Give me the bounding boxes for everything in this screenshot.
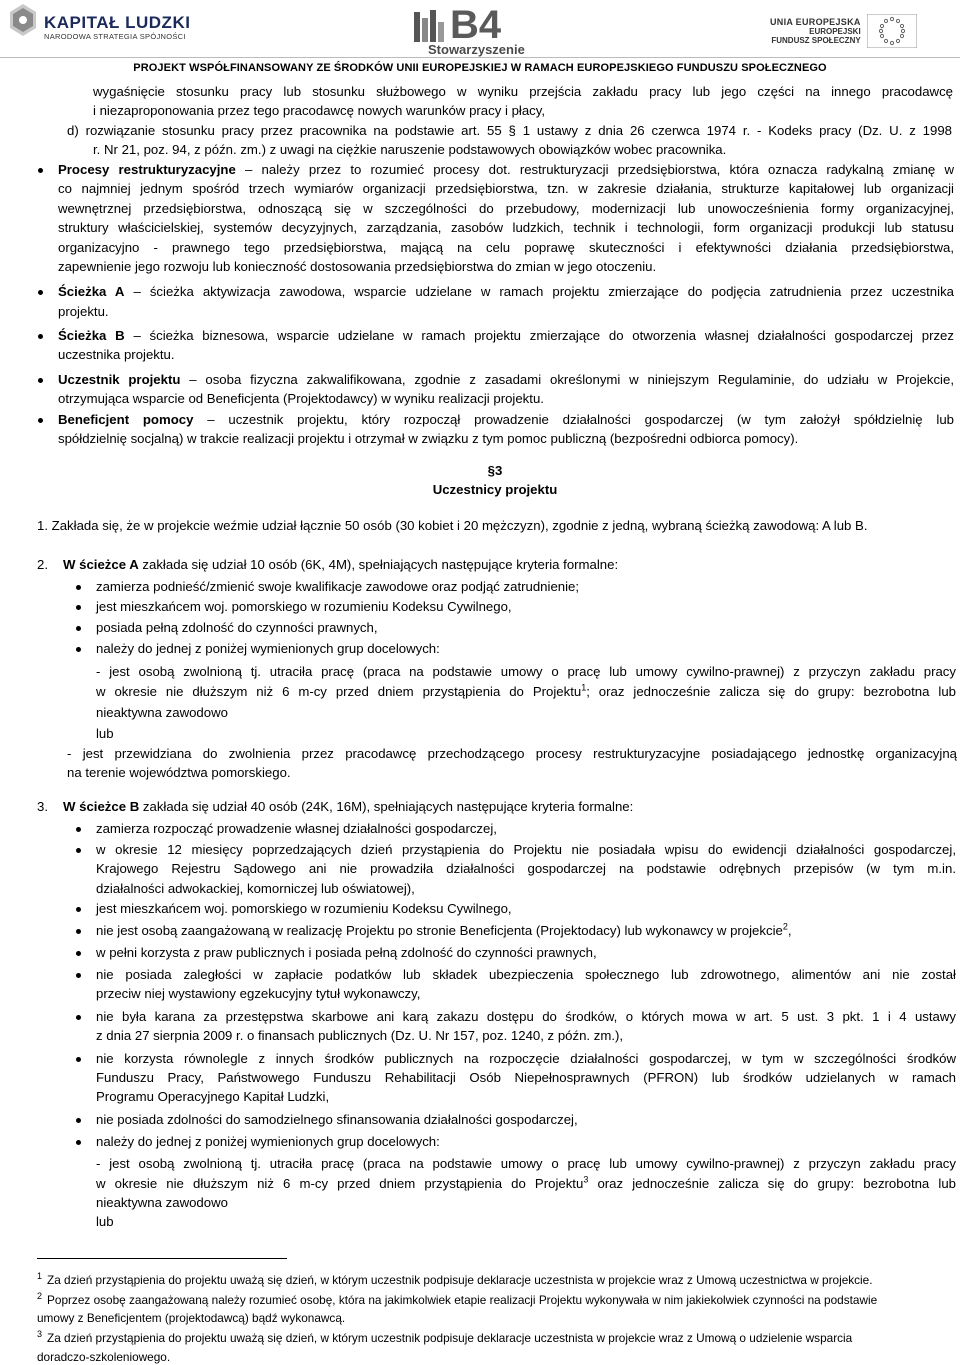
bullet-dot	[76, 605, 81, 610]
line-text: 1. Zakłada się, że w projekcie weźmie udział łącznie 50 osób (30 kobiet i 20 mężczyzn), zgodnie z jedną, wybraną ścieżką zawodową: A lub B.	[37, 518, 868, 533]
text-line	[96, 1133, 440, 1151]
line-text: jest mieszkańcem woj. pomorskiego w rozumieniu Kodeksu Cywilnego,	[96, 901, 512, 916]
footnote-line	[37, 1349, 170, 1365]
text-line	[37, 517, 868, 535]
line-text: spółdzielnię socjalną) w trakcie realizacji projektu i otrzymał w związku z tym pomoc publiczną (bezpośredni odbiorca pomocy).	[58, 431, 799, 446]
line-text: §3	[487, 463, 503, 478]
line-text: nie była karana za przestępstwa skarbowe ani karą zakazu dostępu do środków, o których mowa w art. 5 ust. 3 pkt. 1 i 4 ustawy	[96, 1009, 956, 1024]
text-line	[96, 619, 378, 637]
text-line	[96, 1027, 623, 1045]
text-line	[58, 303, 109, 321]
eu-logo	[770, 14, 917, 48]
text-line	[58, 161, 954, 179]
line-text: w okresie 12 miesięcy poprzedzających dzień przystąpienia do Projektu nie posiadała wpisu do ewidencji działalności gospodarczej,	[96, 842, 956, 857]
text-line	[58, 219, 954, 237]
text-line	[96, 820, 497, 838]
footnote-ref: 2	[782, 921, 788, 932]
footnote-number: 1	[37, 1271, 43, 1282]
line-text: – ścieżka aktywizacja zawodowa, wsparcie udzielane w ramach projektu zmierzające do podjęcia zatrudnienia przez uczestnika	[124, 284, 954, 299]
footnote-text: Poprzez osobę zaangażowaną należy rozumieć osobę, która na jakimkolwiek etapie realizacji Projektu wykonywała w nim jakiekolwiek czynności na podstawie	[47, 1293, 878, 1307]
line-text: zamierza rozpocząć prowadzenie własnej działalności gospodarczej,	[96, 821, 497, 836]
footnote-number: 2	[37, 1291, 43, 1302]
bullet-dot	[76, 907, 81, 912]
footnote-text: Za dzień przystąpienia do projektu uważą się dzień, w którym uczestnik podpisuje deklaracje uczestnista w projekcie wraz z Umową o udzielenie wsparcia	[47, 1331, 853, 1345]
text-line	[96, 1111, 578, 1129]
footnote-line	[37, 1310, 345, 1326]
bullet-dot	[76, 626, 81, 631]
text-line	[58, 239, 954, 257]
eu-flag-icon	[867, 14, 917, 48]
bullet-dot	[38, 334, 43, 339]
line-text: projektu.	[58, 304, 109, 319]
line-text: należy do jednej z poniżej wymienionych grup docelowych:	[96, 641, 440, 656]
text-line	[295, 481, 695, 499]
line-text: działalności adwokackiej, komorniczej lub oświatowej),	[96, 881, 415, 896]
term: Uczestnik projektu	[58, 372, 181, 387]
term: Procesy restrukturyzacyjne	[58, 162, 236, 177]
line-text: d) rozwiązanie stosunku pracy przez pracownika na podstawie art. 55 § 1 ustawy z dnia 26 czerwca 1974 r. - Kodeks pracy (Dz. U. z 1998	[67, 123, 952, 138]
line-text: posiada pełną zdolność do czynności prawnych,	[96, 620, 378, 635]
line-text: nie jest osobą zaangażowaną w realizację Projektu po stronie Beneficjenta (Projektodacy) lub wykonawcy w projekcie	[96, 923, 783, 938]
text-line	[93, 141, 726, 159]
line-text: nie korzysta równolegle z innych środków publicznych na rozpoczęcie działalności gospodarczej, w tym w szczególności środków	[96, 1051, 956, 1066]
term: Ścieżka A	[58, 284, 125, 299]
text-line	[58, 200, 954, 218]
line-text: nieaktywna zawodowo	[96, 705, 228, 720]
line-text: struktury właścicielskiej, systemów decyzyjnych, zarządzania, zasobów ludzkich, technik i technologii, form organizacji produkcji lub statusu	[58, 220, 954, 235]
text-line	[96, 598, 512, 616]
line-text: Krajowego Rejestru Sądowego ani nie prowadziła działalności gospodarczej na podstawie odrębnych przepisów (w tym m.in.	[96, 861, 956, 876]
text-line	[96, 725, 114, 743]
footnote-ref: 1	[581, 683, 587, 693]
line-text: i niezaproponowania przez tego pracodawcę nowych warunków pracy i płacy,	[93, 103, 546, 118]
text-line	[96, 1069, 956, 1087]
text-line	[295, 462, 695, 480]
project-cofinancing-line: PROJEKT WSPÓŁFINANSOWANY ZE ŚRODKÓW UNII EUROPEJSKIEJ W RAMACH EUROPEJSKIEGO FUNDUSZU SPOŁECZNEGO	[0, 57, 960, 74]
line-text: - jest przewidziana do zwolnienia przez pracodawcę przechodzącego procesy restrukturyzacyjne posiadającego jednostkę organizacyjną	[67, 746, 957, 761]
eu-line2: EUROPEJSKI	[809, 27, 861, 36]
kl-subtitle: NARODOWA STRATEGIA SPÓJNOŚCI	[44, 31, 186, 41]
text-line	[96, 922, 792, 940]
text-line	[58, 346, 175, 364]
line-text: jest mieszkańcem woj. pomorskiego w rozumieniu Kodeksu Cywilnego,	[96, 599, 512, 614]
text-line	[96, 860, 956, 878]
bullet-dot	[76, 1057, 81, 1062]
line-text: należy do jednej z poniżej wymienionych grup docelowych:	[96, 1134, 440, 1149]
text-line	[96, 1213, 114, 1231]
bullet-dot	[38, 168, 43, 173]
bullet-dot	[76, 647, 81, 652]
text-line	[58, 430, 798, 448]
text-line	[96, 704, 228, 722]
kapital-ludzki-logo	[8, 2, 190, 52]
b4-subtitle: Stowarzyszenie	[428, 42, 525, 57]
text-line	[67, 122, 952, 140]
b4-mark: B4	[450, 3, 502, 47]
footnote-line	[37, 1292, 877, 1308]
line-text: organizacyjno - prawnego tego przedsiębiorstwa, mającą na celu poprawę skuteczności i efektywności działania przedsiębiorstwa,	[58, 240, 954, 255]
line-text: lub	[96, 1214, 114, 1229]
footnote-ref: 3	[583, 1175, 589, 1185]
text-line	[96, 1050, 956, 1068]
footnote-separator	[37, 1258, 287, 1259]
bullet-dot	[76, 585, 81, 590]
line-text: otrzymująca wsparcie od Beneficjenta (Projektodawcy) w wyniku realizacji projektu.	[58, 391, 544, 406]
line-text: w okresie nie dłuższym niż 6 m-cy przed dniem przystąpienia do Projektu	[96, 684, 582, 699]
b4-logo	[412, 3, 525, 57]
b4-emblem-icon	[412, 8, 450, 44]
term: W ścieżce B	[63, 799, 140, 814]
eu-line3: FUNDUSZ SPOŁECZNY	[771, 36, 861, 45]
text-line	[96, 841, 956, 859]
footnote-number: 3	[37, 1329, 43, 1340]
text-line	[37, 556, 618, 574]
line-text: – ścieżka biznesowa, wsparcie udzielane w ramach projektu zmierzające do otworzenia własnej działalności gospodarczej przez	[124, 328, 954, 343]
line-text: r. Nr 21, poz. 94, z późn. zm.) z uwagi na ciężkie naruszenie podstawowych obowiązków wobec pracownika.	[93, 142, 727, 157]
line-text: zapewnienie jego rozwoju lub konieczność dostosowania przedsiębiorstwa do zmian w jego otoczeniu.	[58, 259, 657, 274]
list-number: 2.	[37, 557, 48, 572]
term: Beneficjent pomocy	[58, 412, 194, 427]
line-text: – uczestnik projektu, który rozpoczął prowadzenie działalności gospodarczej (w tym założył spółdzielnię lub	[193, 412, 954, 427]
footnote-text: doradczo-szkoleniowego.	[37, 1350, 171, 1364]
footnote-line	[37, 1330, 852, 1346]
line-text: ; oraz jednocześnie zalicza się do grupy: bezrobotna lub	[586, 684, 956, 699]
text-line	[96, 900, 512, 918]
line-text: uczestnika projektu.	[58, 347, 175, 362]
bullet-dot	[76, 848, 81, 853]
text-line	[67, 764, 291, 782]
text-line	[96, 1194, 228, 1212]
bullet-dot	[38, 290, 43, 295]
text-line	[96, 663, 956, 681]
bullet-dot	[38, 418, 43, 423]
bullet-dot	[76, 1140, 81, 1145]
text-line	[58, 258, 656, 276]
eu-line1: UNIA EUROPEJSKA	[770, 17, 861, 27]
bullet-dot	[76, 973, 81, 978]
kl-title: KAPITAŁ LUDZKI	[44, 12, 191, 32]
text-line	[93, 83, 953, 101]
text-line	[58, 390, 544, 408]
line-text: wewnętrznej przedsiębiorstwa, odnoszącą się w szczególności do przebudowy, modernizacji lub unowocześnienia formy organizacyjnej,	[58, 201, 954, 216]
line-text: zamierza podnieść/zmienić swoje kwalifikacje zawodowe oraz podjąć zatrudnienie;	[96, 579, 580, 594]
line-text: zakłada się udział 40 osób (24K, 16M), spełniających następujące kryteria formalne:	[139, 799, 634, 814]
text-line	[93, 102, 545, 120]
line-text: na terenie województwa pomorskiego.	[67, 765, 291, 780]
text-line	[96, 578, 579, 596]
page-header	[0, 0, 960, 78]
bullet-dot	[76, 951, 81, 956]
bullet-dot	[76, 1015, 81, 1020]
footnote-line	[37, 1272, 873, 1288]
bullet-dot	[76, 1118, 81, 1123]
line-text: w pełni korzysta z praw publicznych i posiada pełną zdolność do czynności prawnych,	[96, 945, 597, 960]
line-text: co najmniej jednym spośród trzech wymiarów organizacji przedsiębiorstwa, tzn. w zakresie działania, strukturze kapitałowej lub organizacji	[58, 181, 954, 196]
text-line	[96, 944, 597, 962]
bullet-dot	[76, 827, 81, 832]
line-text: – osoba fizyczna zakwalifikowana, zgodnie z zasadami określonymi w niniejszym Regulaminie, do udziału w Projekcie,	[180, 372, 954, 387]
bullet-dot	[38, 378, 43, 383]
text-line	[96, 1155, 956, 1173]
term: W ścieżce A	[63, 557, 139, 572]
text-line	[96, 1008, 956, 1026]
line-text: - jest osobą zwolnioną tj. utraciła pracę (praca na podstawie umowy o pracę lub umowy cywilno-prawnej) z przyczyn zakładu pracy	[96, 1156, 956, 1171]
text-line	[96, 683, 956, 701]
text-line	[58, 411, 954, 429]
line-text: wygaśnięcie stosunku pracy lub stosunku służbowego w wyniku przejścia zakładu pracy lub jego części na innego pracodawcę	[93, 84, 953, 99]
text-line	[58, 371, 954, 389]
text-line	[96, 1175, 956, 1193]
list-number: 3.	[37, 799, 48, 814]
footnote-text: umowy z Beneficjentem (projektodawcą) bądź wykonawcą.	[37, 1311, 346, 1325]
term: Ścieżka B	[58, 328, 125, 343]
text-line	[96, 985, 420, 1003]
line-text: zakłada się udział 10 osób (6K, 4M), spełniających następujące kryteria formalne:	[138, 557, 619, 572]
line-text: – należy przez to rozumieć procesy dot. restrukturyzacji przedsiębiorstwa, która oznacza radykalną zmianę w	[235, 162, 954, 177]
text-line	[58, 283, 954, 301]
line-text: - jest osobą zwolnioną tj. utraciła pracę (praca na podstawie umowy o pracę lub umowy cywilno-prawnej) z przyczyn zakładu pracy	[96, 664, 956, 679]
text-line	[96, 966, 956, 984]
text-line	[58, 180, 954, 198]
line-text: oraz jednocześnie zalicza się do grupy: bezrobotna lub	[588, 1176, 956, 1191]
text-line	[96, 1088, 329, 1106]
line-text: lub	[96, 726, 114, 741]
line-text: Funduszu Pracy, Państwowego Funduszu Rehabilitacji Osób Niepełnosprawnych (PFRON) lub środków udzielanych w ramach	[96, 1070, 956, 1085]
line-text: nie posiada zaległości w zapłacie podatków lub składek ubezpieczenia społecznego lub zdrowotnego, alimentów ani nie został	[96, 967, 956, 982]
text-line	[96, 880, 415, 898]
text-line	[37, 798, 633, 816]
line-text: Uczestnicy projektu	[432, 482, 558, 497]
line-text: nieaktywna zawodowo	[96, 1195, 228, 1210]
line-text: w okresie nie dłuższym niż 6 m-cy przed dniem przystąpienia do Projektu	[96, 1176, 584, 1191]
text-line	[96, 640, 440, 658]
line-text: nie posiada zdolności do samodzielnego sfinansowania działalności gospodarczej,	[96, 1112, 578, 1127]
footnote-text: Za dzień przystąpienia do projektu uważą się dzień, w którym uczestnik podpisuje deklaracje uczestnista w projekcie wraz z Umową uczestnictwa w projekcie.	[47, 1273, 873, 1287]
text-line	[58, 327, 954, 345]
kapital-ludzki-emblem-icon	[8, 2, 38, 52]
line-text: przeciw niej wystawiony egzekucyjny tytuł wykonawczy,	[96, 986, 421, 1001]
line-text: Programu Operacyjnego Kapitał Ludzki,	[96, 1089, 330, 1104]
line-text: z dnia 27 sierpnia 2009 r. o finansach publicznych (Dz. U. Nr 157, poz. 1240, z późn. zm.),	[96, 1028, 624, 1043]
text-line	[67, 745, 957, 763]
bullet-dot	[76, 929, 81, 934]
line-text: ,	[787, 923, 792, 938]
